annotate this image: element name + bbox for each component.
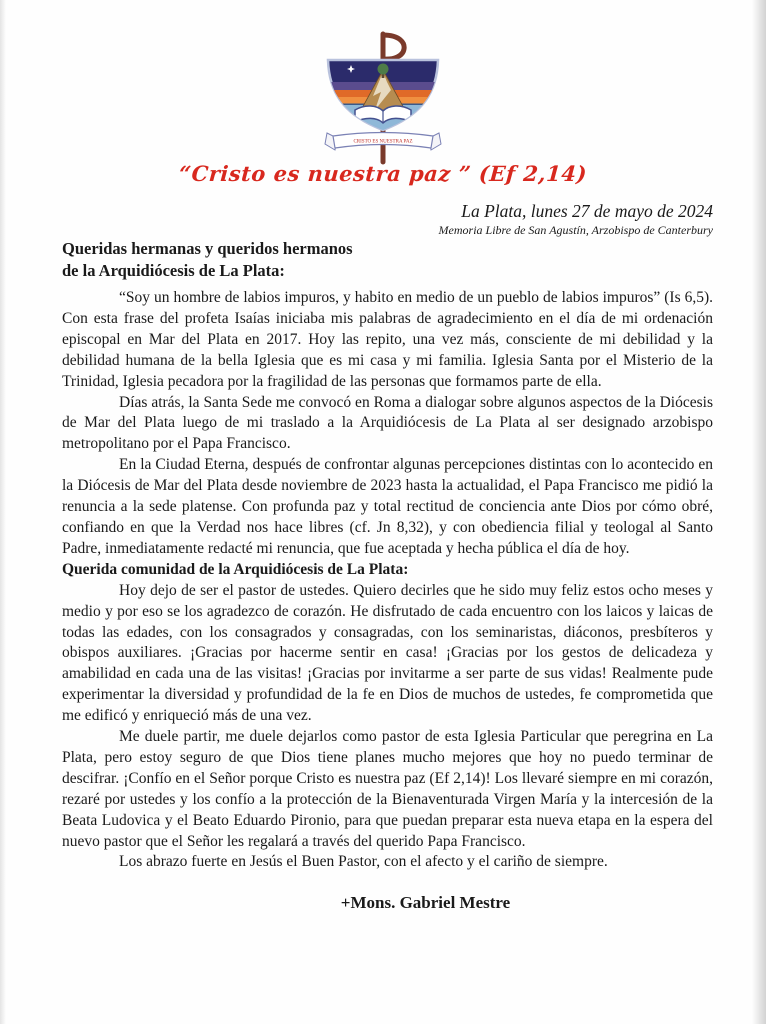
date-block [439,201,713,237]
paragraph-5: Me duele partir, me duele dejarlos como pastor de esta Iglesia Particular que peregrina en La Plata, pero estoy seguro de que Dios tiene planes mucho mejores que hoy no puedo terminar de descifrar. ¡Confío en el Señor porque Cristo es nuestra paz (Ef 2,14)! Los llevaré siempre en mi corazón, rezaré por ustedes y los confío a la protección de la Bienaventurada Virgen María y la intercesión de la Beata Ludovica y el Beato Eduardo Pironio, para que puedan preparar esta nueva etapa en la espera del nuevo pastor que el Señor les regalará a través del querido Papa Francisco. [62,728,713,850]
crest-banner-text: CRISTO ES NUESTRA PAZ [353,139,413,145]
date-line: La Plata, lunes 27 de mayo de 2024 [461,201,713,221]
paragraph-2: Días atrás, la Santa Sede me convocó en Roma a dialogar sobre algunos aspectos de la Diócesis de Mar del Plata luego de mi traslado a la Arquidiócesis de La Plata al ser designado arzobispo metropolitano por el Papa Francisco. [62,393,713,453]
paragraph-4: Hoy dejo de ser el pastor de ustedes. Quiero decirles que he sido muy feliz estos ocho meses y medio y por eso se los agradezco de corazón. He disfrutado de cada encuentro con los laicos y laicas de todas las edades, con los consagrados y consagradas, con los seminaristas, diáconos, presbíteros y obispos auxiliares. ¡Gracias por hacerme sentir en casa! ¡Gracias por los gestos de delicadeza y amabilidad en cada una de las visitas! ¡Gracias por invitarme a ser parte de sus vidas! Realmente pude experimentar la diversidad y profundidad de la fe en Dios de muchos de ustedes, fe comprometida que me edificó y enriqueció más de una vez. [62,581,713,725]
salutation [62,238,713,281]
memorial-line: Memoria Libre de San Agustín, Arzobispo de Canterbury [438,223,713,237]
paragraph-3: En la Ciudad Eterna, después de confrontar algunas percepciones distintas con lo acontecido en la Diócesis de Mar del Plata desde noviembre de 2023 hasta la actualidad, el Papa Francisco me pidió la renuncia a la sede platense. Con profunda paz y total rectitud de conciencia ante Dios por cómo obré, confiando en que la Verdad nos hace libres (cf. Jn 8,32), y con obediencia filial y teologal al Santo Padre, inmediatamente redacté mi renuncia, que fue aceptada y hecha pública el día de hoy. [62,456,713,557]
page-edge-right [752,0,766,1024]
archdiocese-crest-icon [303,30,463,180]
signature: +Mons. Gabriel Mestre [340,893,511,913]
closing-line: Los abrazo fuerte en Jesús el Buen Pastor, con el afecto y el cariño de siempre. [119,853,608,871]
page-edge-left [0,0,6,1024]
subheading: Querida comunidad de la Arquidiócesis de La Plata: [62,560,409,578]
salutation-line-1: Queridas hermanas y queridos hermanos [62,239,353,258]
letter-body [62,238,713,914]
motto-text: “Cristo es nuestra paz ” (Ef 2,14) [178,161,588,186]
paragraph-1: “Soy un hombre de labios impuros, y habito en medio de un pueblo de labios impuros” (Is 6,5). Con esta frase del profeta Isaías iniciaba mis palabras de agradecimiento en el día de mi ordenación episcopal en Mar del Plata en 2017. Hoy las repito, una vez más, consciente de mi debilidad y la debilidad humana de la bella Iglesia que es mi casa y mi familia. Iglesia Santa por el Misterio de la Trinidad, Iglesia pecadora por la fragilidad de las personas que formamos parte de ella. [62,289,713,390]
salutation-line-2: de la Arquidiócesis de La Plata: [62,260,285,280]
